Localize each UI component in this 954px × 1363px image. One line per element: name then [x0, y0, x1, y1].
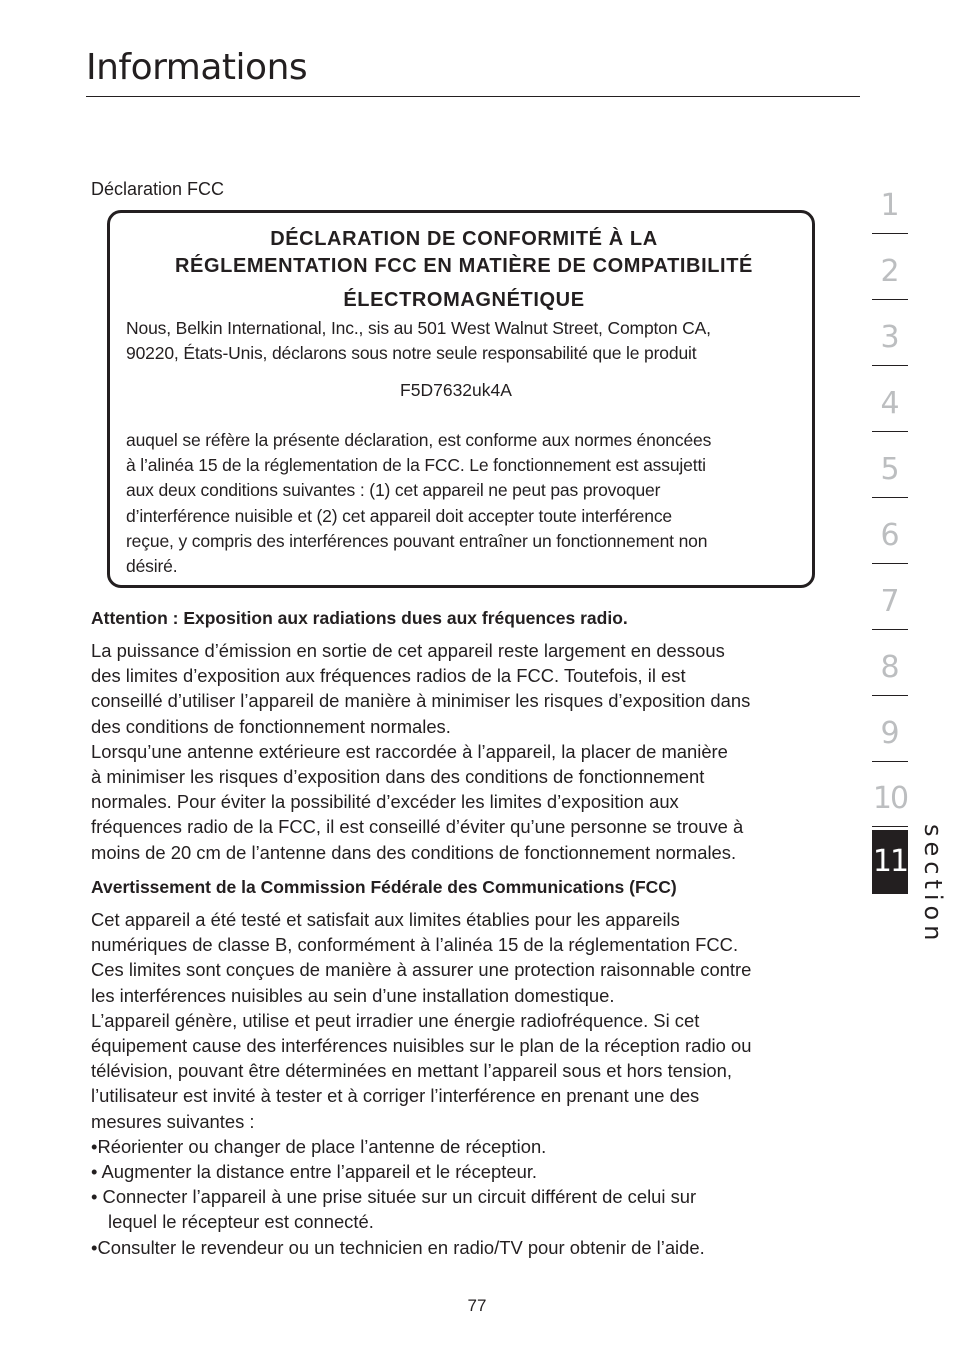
- attention-heading: Attention : Exposition aux radiations dues aux fréquences radio.: [91, 608, 628, 628]
- attention-line: moins de 20 cm de l’antenne dans des conditions de fonctionnement normales.: [91, 841, 737, 863]
- box-paragraph-2: [126, 428, 806, 579]
- attention-body: [91, 638, 866, 865]
- bullet-item-continuation: lequel le récepteur est connecté.: [108, 1211, 374, 1233]
- attention-line: à minimiser les risques d’exposition dans des conditions de fonctionnement: [91, 766, 705, 788]
- warning-line: les interférences nuisibles au sein d’une installation domestique.: [91, 984, 615, 1006]
- section-vertical-label: section: [919, 824, 947, 946]
- attention-line: normales. Pour éviter la possibilité d’excéder les limites d’exposition aux: [91, 791, 679, 813]
- fcc-warning-heading: Avertissement de la Commission Fédérale des Communications (FCC): [91, 877, 677, 897]
- attention-line: fréquences radio de la FCC, il est conseillé d’éviter qu’une personne se trouve à: [91, 816, 744, 838]
- box-para2-line-3: aux deux conditions suivantes : (1) cet appareil ne peut pas provoquer: [126, 480, 661, 501]
- section-nav-item[interactable]: 5: [880, 452, 900, 487]
- section-nav-item[interactable]: 6: [880, 518, 900, 553]
- section-nav-item[interactable]: 7: [880, 584, 900, 619]
- box-paragraph-1: [126, 316, 806, 366]
- section-label: Déclaration FCC: [91, 179, 225, 199]
- box-heading-line-1: DÉCLARATION DE CONFORMITÉ À LA: [270, 228, 658, 250]
- warning-line: l’utilisateur est invité à tester et à corriger l’interférence en prenant une des: [91, 1085, 700, 1107]
- box-para2-line-6: désiré.: [126, 556, 178, 577]
- nav-divider: [872, 629, 908, 630]
- warning-line: mesures suivantes :: [91, 1110, 255, 1132]
- nav-divider: [872, 695, 908, 696]
- box-para1-line-1: Nous, Belkin International, Inc., sis au 501 West Walnut Street, Compton CA,: [126, 318, 711, 338]
- bullet-item: • Augmenter la distance entre l’appareil et le récepteur.: [91, 1161, 538, 1183]
- warning-line: télévision, pouvant être déterminées en mettant l’appareil sous et hors tension,: [91, 1060, 732, 1082]
- attention-line: Lorsqu’une antenne extérieure est raccordée à l’appareil, la placer de manière: [91, 740, 728, 762]
- warning-line: Cet appareil a été testé et satisfait aux limites établies pour les appareils: [91, 909, 680, 930]
- attention-line: des conditions de fonctionnement normales.: [91, 715, 451, 737]
- section-nav-item[interactable]: 3: [880, 320, 900, 355]
- box-para2-line-5: reçue, y compris des interférences pouvant entraîner un fonctionnement non: [126, 530, 708, 551]
- box-para2-line-1: auquel se réfère la présente déclaration, est conforme aux normes énoncées: [126, 430, 712, 450]
- attention-line: conseillé d’utiliser l’appareil de manière à minimiser les risques d’exposition dans: [91, 690, 751, 712]
- section-nav-item[interactable]: 10: [872, 781, 908, 816]
- nav-divider: [872, 563, 908, 564]
- box-para2-line-2: à l’alinéa 15 de la réglementation de la FCC. Le fonctionnement est assujetti: [126, 455, 706, 476]
- section-nav-item[interactable]: 2: [880, 254, 900, 289]
- fcc-warning-body: [91, 907, 866, 1260]
- nav-divider: [872, 826, 908, 827]
- warning-line: L’appareil génère, utilise et peut irradier une énergie radiofréquence. Si cet: [91, 1009, 700, 1031]
- box-para2-line-4: d’interférence nuisible et (2) cet appareil doit accepter toute interférence: [126, 505, 673, 526]
- page-number: 77: [467, 1296, 487, 1315]
- product-model: F5D7632uk4A: [400, 380, 512, 400]
- attention-line: des limites d’exposition aux fréquences radios de la FCC. Toutefois, il est: [91, 665, 686, 687]
- bullet-item: •Réorienter ou changer de place l’antenne de réception.: [91, 1135, 547, 1157]
- bullet-item: •Consulter le revendeur ou un technicien en radio/TV pour obtenir de l’aide.: [91, 1236, 705, 1258]
- section-nav-item[interactable]: 1: [880, 188, 900, 223]
- section-nav-item[interactable]: 9: [880, 716, 900, 751]
- box-heading-line-3: ÉLECTROMAGNÉTIQUE: [343, 289, 585, 311]
- nav-divider: [872, 761, 908, 762]
- nav-divider: [872, 299, 908, 300]
- attention-line: La puissance d’émission en sortie de cet appareil reste largement en dessous: [91, 640, 725, 661]
- warning-line: Ces limites sont conçues de manière à assurer une protection raisonnable contre: [91, 959, 752, 981]
- header-divider: [86, 96, 860, 97]
- box-para1-line-2: 90220, États-Unis, déclarons sous notre seule responsabilité que le produit: [126, 343, 697, 364]
- warning-line: équipement cause des interférences nuisibles sur le plan de la réception radio ou: [91, 1035, 752, 1057]
- section-nav-item[interactable]: 4: [880, 386, 900, 421]
- section-nav-active[interactable]: 11: [872, 830, 908, 894]
- bullet-item: • Connecter l’appareil à une prise située sur un circuit différent de celui sur: [91, 1186, 697, 1208]
- section-nav-item[interactable]: 8: [880, 650, 900, 685]
- nav-divider: [872, 431, 908, 432]
- page-title: Informations: [86, 47, 308, 88]
- nav-divider: [872, 233, 908, 234]
- nav-divider: [872, 497, 908, 498]
- box-heading-line-2: RÉGLEMENTATION FCC EN MATIÈRE DE COMPATIBILITÉ: [175, 255, 753, 277]
- warning-line: numériques de classe B, conformément à l’alinéa 15 de la réglementation FCC.: [91, 934, 739, 956]
- nav-divider: [872, 365, 908, 366]
